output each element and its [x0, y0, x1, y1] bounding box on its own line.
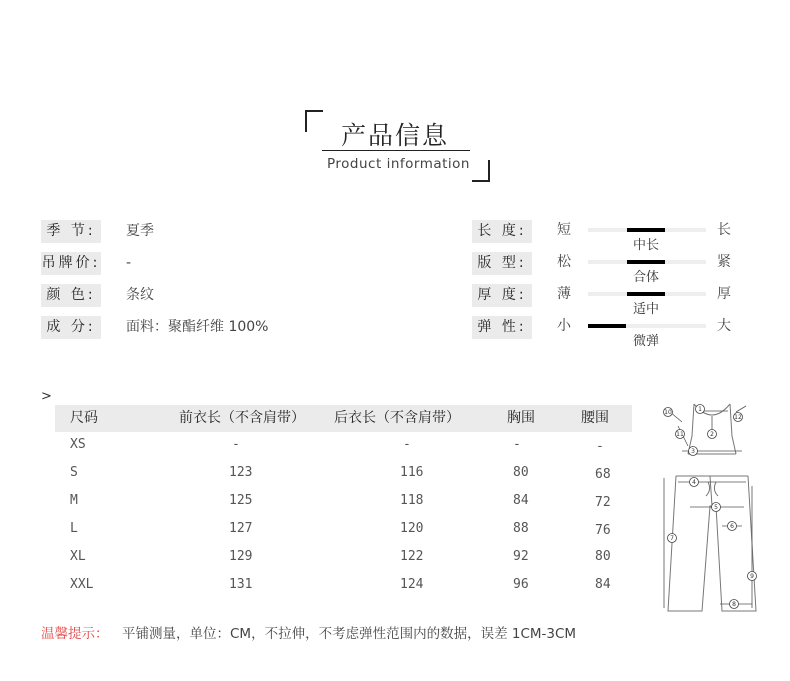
- diagram-num-6: 6: [730, 523, 734, 530]
- table-cell: -: [513, 437, 521, 452]
- table-cell: 129: [229, 549, 253, 564]
- table-cell: 125: [229, 493, 253, 508]
- table-cell: 116: [400, 465, 424, 480]
- thickness-selected: 适中: [632, 302, 659, 317]
- material-label: 成 分:: [41, 316, 101, 339]
- table-cell: 118: [400, 493, 424, 508]
- table-cell: -: [403, 437, 411, 452]
- diagram-num-9: 9: [750, 573, 754, 580]
- thickness-label: 厚 度:: [472, 284, 532, 307]
- thickness-marker: [627, 292, 665, 296]
- fit-high: 紧: [717, 254, 731, 270]
- elasticity-label: 弹 性:: [472, 316, 532, 339]
- table-cell: S: [70, 465, 78, 480]
- diagram-num-5: 5: [714, 504, 718, 511]
- diagram-num-4: 4: [692, 479, 696, 486]
- length-selected: 中长: [632, 238, 659, 253]
- bust-col-header: 胸围: [507, 410, 535, 426]
- fit-selected: 合体: [632, 270, 659, 285]
- table-cell: L: [70, 521, 78, 536]
- color-label: 颜 色:: [41, 284, 101, 307]
- table-cell: XS: [70, 437, 86, 452]
- diagram-num-1: 1: [698, 406, 702, 413]
- elasticity-selected: 微弹: [632, 334, 659, 349]
- length-low: 短: [557, 222, 571, 238]
- fit-marker: [627, 260, 665, 264]
- tag-price-value: -: [126, 255, 132, 271]
- table-cell: 80: [595, 549, 611, 564]
- chevron-right-icon: >: [41, 389, 52, 404]
- diagram-num-2: 2: [710, 431, 714, 438]
- page-subtitle: Product information: [327, 156, 470, 172]
- table-cell: 80: [513, 465, 529, 480]
- table-cell: 96: [513, 577, 529, 592]
- table-cell: XXL: [70, 577, 94, 592]
- diagram-num-10: 10: [664, 409, 672, 416]
- back-length-col-header: 后衣长（不含肩带）: [334, 410, 460, 426]
- thickness-high: 厚: [717, 286, 731, 302]
- size-col-header: 尺码: [70, 410, 98, 426]
- tip-label: 温馨提示：: [41, 626, 109, 642]
- material-value: 面料：聚酯纤维 100%: [126, 319, 269, 335]
- diagram-num-12: 12: [734, 414, 742, 421]
- table-cell: XL: [70, 549, 86, 564]
- table-cell: 92: [513, 549, 529, 564]
- table-cell: 120: [400, 521, 424, 536]
- diagram-num-11: 11: [676, 431, 684, 438]
- jumpsuit-measurement-diagram: [652, 396, 767, 621]
- table-cell: -: [232, 437, 240, 452]
- season-value: 夏季: [126, 223, 154, 239]
- table-cell: 72: [595, 495, 611, 510]
- length-high: 长: [717, 222, 731, 238]
- page-title: 产品信息: [340, 121, 449, 150]
- season-label: 季 节:: [41, 220, 101, 243]
- tag-price-label: 吊牌价:: [41, 252, 101, 275]
- length-marker: [627, 228, 665, 232]
- table-cell: M: [70, 493, 78, 508]
- table-cell: 84: [595, 577, 611, 592]
- table-cell: 84: [513, 493, 529, 508]
- elasticity-high: 大: [717, 318, 731, 334]
- length-label: 长 度:: [472, 220, 532, 243]
- thickness-low: 薄: [557, 286, 571, 302]
- elasticity-low: 小: [557, 318, 571, 334]
- waist-col-header: 腰围: [581, 410, 609, 426]
- diagram-num-7: 7: [670, 535, 674, 542]
- diagram-num-8: 8: [732, 601, 736, 608]
- fit-low: 松: [557, 254, 571, 270]
- tip-text: 平铺测量，单位：CM，不拉伸，不考虑弹性范围内的数据，误差 1CM-3CM: [122, 626, 577, 642]
- fit-label: 版 型:: [472, 252, 532, 275]
- table-cell: -: [596, 439, 604, 454]
- table-cell: 88: [513, 521, 529, 536]
- diagram-num-3: 3: [691, 448, 695, 455]
- table-cell: 68: [595, 467, 611, 482]
- table-cell: 131: [229, 577, 253, 592]
- table-cell: 76: [595, 523, 611, 538]
- front-length-col-header: 前衣长（不含肩带）: [179, 410, 305, 426]
- color-value: 条纹: [126, 287, 154, 303]
- table-cell: 122: [400, 549, 424, 564]
- table-cell: 124: [400, 577, 424, 592]
- table-cell: 127: [229, 521, 253, 536]
- table-cell: 123: [229, 465, 253, 480]
- title-underline: [322, 150, 470, 151]
- title-bracket-bottom-right: [472, 160, 490, 182]
- elasticity-marker: [588, 324, 626, 328]
